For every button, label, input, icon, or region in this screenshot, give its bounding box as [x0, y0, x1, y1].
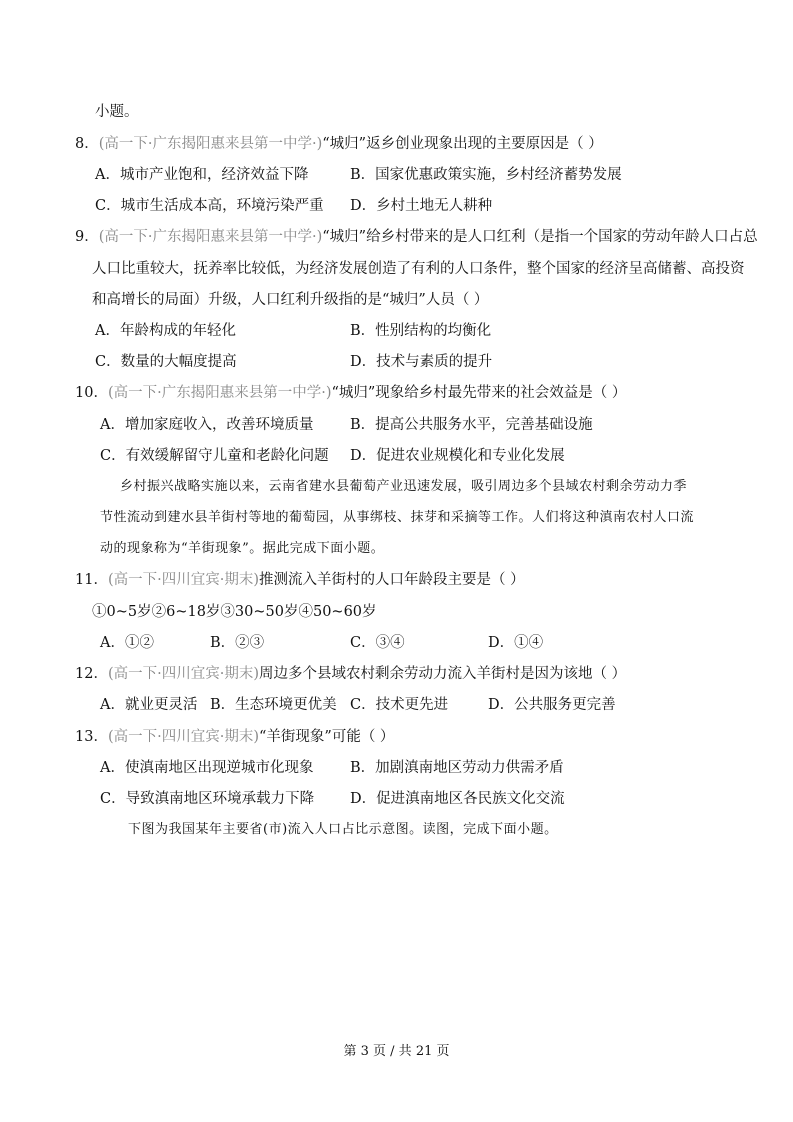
question-13-option-b: B．加剧滇南地区劳动力供需矛盾: [350, 760, 564, 776]
question-12-option-a: A．就业更灵活: [100, 697, 198, 713]
question-source: (高一下·广东揭阳惠来县第一中学·): [98, 136, 323, 152]
question-13-option-a: A．使滇南地区出现逆城市化现象: [100, 760, 314, 776]
closing-passage: 下图为我国某年主要省(市)流入人口占比示意图。读图，完成下面小题。: [128, 822, 558, 837]
question-9-option-c: C．数量的大幅度提高: [95, 354, 237, 370]
question-9-stem-line-1: 9．(高一下·广东揭阳惠来县第一中学·)“城归”给乡村带来的是人口红利（是指一个国家的劳动年龄人口占总: [75, 229, 758, 245]
question-10-option-d: D．促进农业规模化和专业化发展: [350, 448, 565, 464]
question-12-option-c: C．技术更先进: [350, 697, 449, 713]
question-10-option-b: B．提高公共服务水平，完善基础设施: [350, 417, 593, 433]
question-8-option-d: D．乡村土地无人耕种: [350, 198, 493, 214]
question-8-option-c: C．城市生活成本高，环境污染严重: [95, 198, 324, 214]
question-13-option-d: D．促进滇南地区各民族文化交流: [350, 791, 565, 807]
passage-line-3: 动的现象称为“羊街现象”。据此完成下面小题。: [100, 541, 385, 556]
question-8-option-b: B．国家优惠政策实施，乡村经济蓄势发展: [350, 167, 622, 183]
question-10-option-c: C．有效缓解留守儿童和老龄化问题: [100, 448, 329, 464]
question-9-option-d: D．技术与素质的提升: [350, 354, 493, 370]
passage-line-1: 乡村振兴战略实施以来，云南省建水县葡萄产业迅速发展，吸引周边多个县域农村剩余劳动力季: [120, 479, 688, 494]
passage-line-2: 节性流动到建水县羊街村等地的葡萄园，从事绑枝、抹芽和采摘等工作。人们将这种滇南农村人口流: [100, 510, 695, 525]
question-11-option-b: B．②③: [210, 635, 265, 651]
question-12-option-d: D．公共服务更完善: [488, 697, 616, 713]
question-8-option-a: A．城市产业饱和，经济效益下降: [95, 167, 309, 183]
page-footer: 第 3 页 / 共 21 页: [343, 1044, 450, 1059]
question-10-stem: 10．(高一下·广东揭阳惠来县第一中学·)“城归”现象给乡村最先带来的社会效益是（ ）: [75, 385, 627, 401]
question-13-option-c: C．导致滇南地区环境承载力下降: [100, 791, 315, 807]
question-9-stem-line-3: 和高增长的局面）升级，人口红利升级指的是“城归”人员（ ）: [92, 292, 489, 308]
question-source: (高一下·四川宜宾·期末): [107, 729, 259, 745]
question-9-stem-line-2: 人口比重较大，抚养率比较低，为经济发展创造了有利的人口条件，整个国家的经济呈高储蓄、高投资: [92, 261, 745, 277]
question-source: (高一下·四川宜宾·期末): [107, 666, 259, 682]
question-source: (高一下·四川宜宾·期末): [107, 572, 259, 588]
question-11-option-a: A．①②: [100, 635, 154, 651]
question-12-stem: 12．(高一下·四川宜宾·期末)周边多个县域农村剩余劳动力流入羊街村是因为该地（ ）: [75, 666, 627, 682]
question-9-option-b: B．性别结构的均衡化: [350, 323, 492, 339]
question-source: (高一下·广东揭阳惠来县第一中学·): [98, 229, 323, 245]
question-11-option-c: C．③④: [350, 635, 405, 651]
question-9-option-a: A．年龄构成的年轻化: [95, 323, 236, 339]
question-11-option-d: D．①④: [488, 635, 544, 651]
question-11-stem: 11．(高一下·四川宜宾·期末)推测流入羊街村的人口年龄段主要是（ ）: [75, 572, 525, 588]
question-8-stem: 8．(高一下·广东揭阳惠来县第一中学·)“城归”返乡创业现象出现的主要原因是（ ）: [75, 136, 603, 152]
intro-tail: 小题。: [95, 104, 139, 120]
question-12-option-b: B．生态环境更优美: [210, 697, 337, 713]
question-11-choices: ①0~5岁②6~18岁③30~50岁④50~60岁: [92, 604, 377, 620]
question-source: (高一下·广东揭阳惠来县第一中学·): [107, 385, 332, 401]
question-10-option-a: A．增加家庭收入，改善环境质量: [100, 417, 314, 433]
question-13-stem: 13．(高一下·四川宜宾·期末)“羊街现象”可能（ ）: [75, 729, 395, 745]
